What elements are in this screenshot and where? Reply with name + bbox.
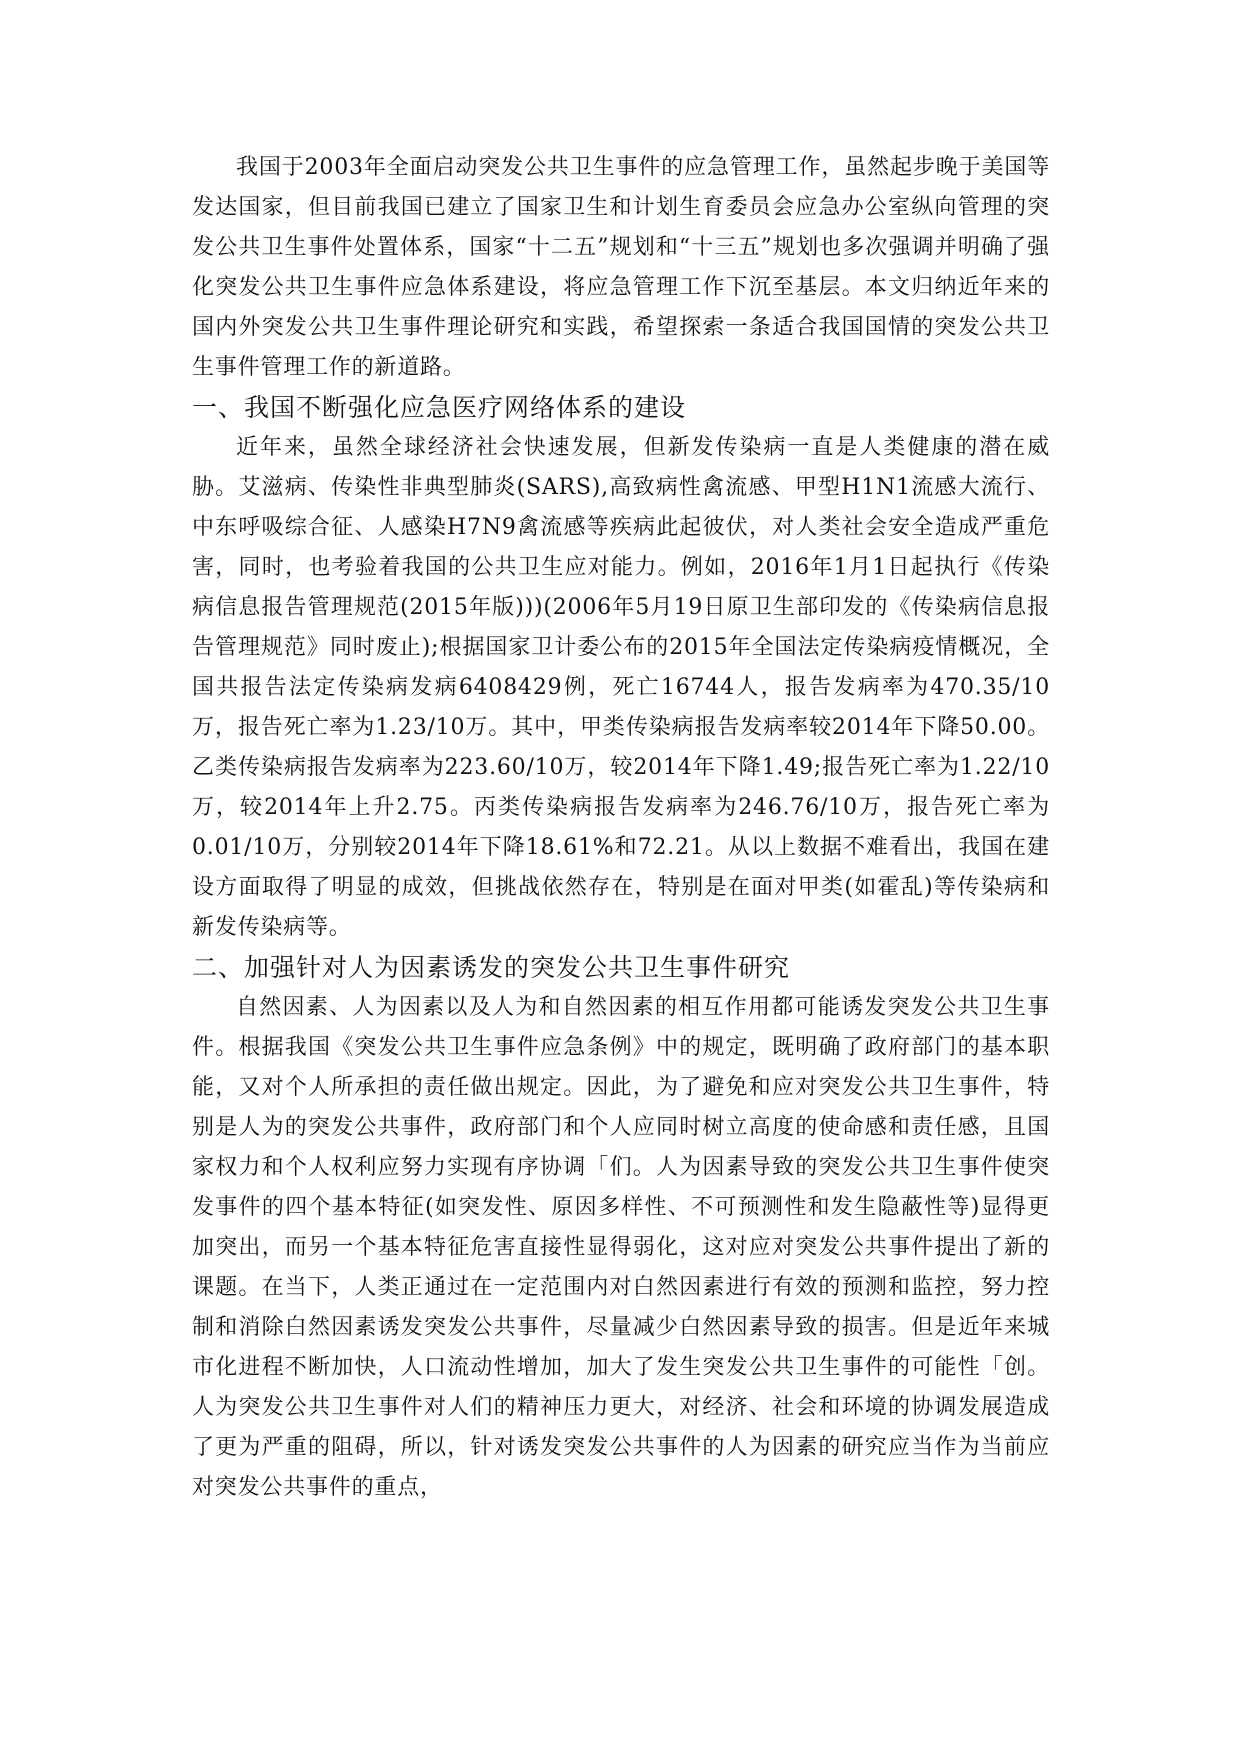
intro-paragraph: 我国于2003年全面启动突发公共卫生事件的应急管理工作，虽然起步晚于美国等发达国家，但目前我国已建立了国家卫生和计划生育委员会应急办公室纵向管理的突发公共卫生事件处置体系，国家“十二五”规划和“十三五”规划也多次强调并明确了强化突发公共卫生事件应急体系建设，将应急管理工作下沉至基层。本文归纳近年来的国内外突发公共卫生事件理论研究和实践，希望探索一条适合我国国情的突发公共卫生事件管理工作的新道路。 [192,155,1050,380]
section-2-paragraph: 自然因素、人为因素以及人为和自然因素的相互作用都可能诱发突发公共卫生事件。根据我国《突发公共卫生事件应急条例》中的规定，既明确了政府部门的基本职能，又对个人所承担的责任做出规定。因此，为了避免和应对突发公共卫生事件，特别是人为的突发公共事件，政府部门和个人应同时树立高度的使命感和责任感，且国家权力和个人权利应努力实现有序协调「们。人为因素导致的突发公共卫生事件使突发事件的四个基本特征(如突发性、原因多样性、不可预测性和发生隐蔽性等)显得更加突出，而另一个基本特征危害直接性显得弱化，这对应对突发公共事件提出了新的课题。在当下，人类正通过在一定范围内对白然因素进行有效的预测和监控，努力控制和消除白然因素诱发突发公共事件，尽量减少白然因素导致的损害。但是近年来城市化进程不断加快，人口流动性增加，加大了发生突发公共卫生事件的可能性「创。人为突发公共卫生事件对人们的精神压力更大，对经济、社会和环境的协调发展造成了更为严重的阻碍，所以，针对诱发突发公共事件的人为因素的研究应当作为当前应对突发公共事件的重点， [192,995,1050,1500]
section-2-heading: 二、加强针对人为因素诱发的突发公共卫生事件研究 [192,953,791,982]
section-1-paragraph: 近年来，虽然全球经济社会快速发展，但新发传染病一直是人类健康的潜在威胁。艾滋病、传染性非典型肺炎(SARS),高致病性禽流感、甲型H1N1流感大流行、中东呼吸综合征、人感染H7N9禽流感等疾病此起彼伏，对人类社会安全造成严重危害，同时，也考验着我国的公共卫生应对能力。例如，2016年1月1日起执行《传染病信息报告管理规范(2015年版)))(2006年5月19日原卫生部印发的《传染病信息报告管理规范》同时废止);根据国家卫计委公布的2015年全国法定传染病疫情概况，全国共报告法定传染病发病6408429例，死亡16744人，报告发病率为470.35/10万，报告死亡率为1.23/10万。其中，甲类传染病报告发病率较2014年下降50.00。乙类传染病报告发病率为223.60/10万，较2014年下降1.49;报告死亡率为1.22/10万，较2014年上升2.75。丙类传染病报告发病率为246.76/10万，报告死亡率为0.01/10万，分别较2014年下降18.61%和72.21。从以上数据不难看出，我国在建设方面取得了明显的成效，但挑战依然存在，特别是在面对甲类(如霍乱)等传染病和新发传染病等。 [192,435,1050,940]
section-1-heading: 一、我国不断强化应急医疗网络体系的建设 [192,393,687,422]
document-page [192,148,1050,1508]
